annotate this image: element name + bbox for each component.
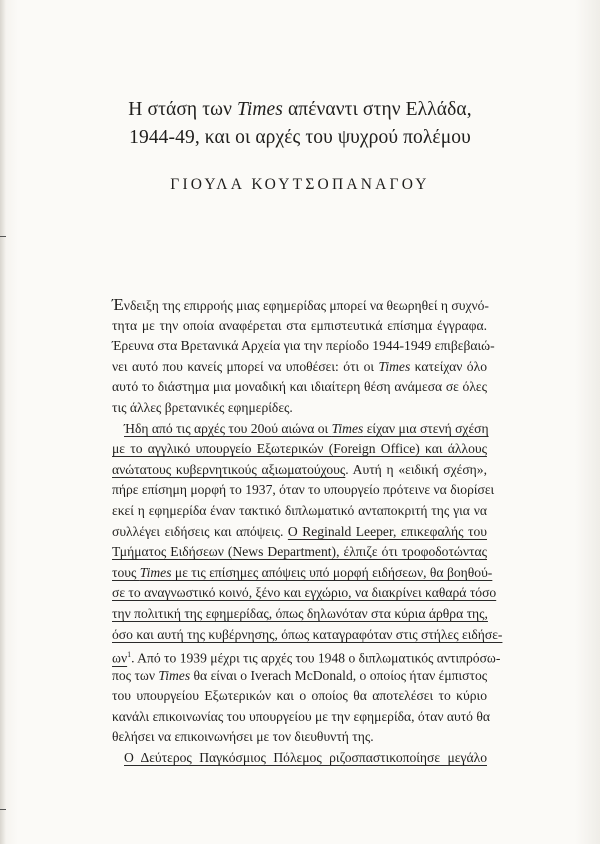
newspaper-name: Times: [236, 99, 283, 120]
text-line: πήρε επίσημη μορφή το 1937, όταν το υπουργείο πρότεινε να διορίσει: [112, 482, 495, 498]
author-name: ΓΙΟΥΛΑ ΚΟΥΤΣΟΠΑΝΑΓΟΥ: [170, 176, 430, 193]
text-line: κανάλι επικοινωνίας του υπουργείου με την εφημερίδα, όταν αυτό θα: [112, 708, 491, 724]
article-body: [112, 295, 503, 769]
text-line-underlined: σε το αναγνωστικό κοινό, ξένο και εγχώριο, να διακρίνει καθαρά τόσο: [112, 585, 497, 601]
text-line: εκεί η εφημερίδα έναν τακτικό διπλωματικό ανταποκριτή της για να: [112, 502, 487, 518]
title-line-2: 1944-49, και οι αρχές του ψυχρού πολέμου: [129, 127, 471, 148]
text-line-underlined: την πολιτική της εφημερίδας, όπως δηλωνόταν στα κύρια άρθρα της,: [112, 605, 488, 621]
text-line: Ένδειξη της επιρροής μιας εφημερίδας μπορεί να θεωρηθεί η συχνό-: [112, 295, 489, 314]
text-line: θελήσει να επικοινωνήσει με τον διευθυντή της.: [112, 729, 374, 745]
text-line: τις άλλες βρετανικές εφημερίδες.: [112, 399, 293, 415]
text-line: συλλέγει ειδήσεις και απόψεις. Ο Reginald Leeper, επικεφαλής του: [112, 523, 487, 539]
text-line: αυτό το διάστημα μια μοναδική και ιδιαίτερη θέση ανάμεσα σε όλες: [112, 379, 487, 395]
text-line-underlined: Τμήματος Ειδήσεων (News Department), έλπιζε ότι τροφοδοτώντας: [112, 544, 487, 560]
text-line-underlined: όσο και αυτή της κυβέρνησης, όπως καταγραφόταν στις στήλες ειδήσε-: [112, 626, 503, 642]
text-line: του υπουργείου Εξωτερικών και ο οποίος θα αποτελέσει το κύριο: [112, 688, 487, 704]
margin-mark: [0, 236, 6, 237]
article-title: [0, 96, 600, 152]
text-line-underlined: τους Times με τις επίσημες απόψεις υπό μορφή ειδήσεων, θα βοηθού-: [112, 564, 493, 580]
title-line-1: Η στάση των Times απέναντι στην Ελλάδα,: [128, 99, 472, 120]
text-line: ανώτατους κυβερνητικούς αξιωματούχους. Αυτή η «ειδική σχέση»,: [112, 461, 487, 477]
text-line-underlined: Ο Δεύτερος Παγκόσμιος Πόλεμος ριζοσπαστικοποίησε μεγάλο: [124, 750, 487, 766]
margin-mark: [0, 809, 6, 810]
text-line: Έρευνα στα Βρετανικά Αρχεία για την περίοδο 1944-1949 επιβεβαιώ-: [112, 338, 495, 354]
text-line-underlined: με το αγγλικό υπουργείο Εξωτερικών (Foreign Office) και άλλους: [112, 441, 487, 457]
text-line: νει αυτό που κανείς μπορεί να υποθέσει: ότι οι Times κατείχαν όλο: [112, 358, 487, 374]
text-line: τητα με την οποία αναφέρεται στα εμπιστευτικά επίσημα έγγραφα.: [112, 317, 487, 333]
footnote-marker: 1: [127, 650, 132, 660]
text-line-underlined: Ήδη από τις αρχές του 20ού αιώνα οι Times είχαν μια στενή σχέση: [124, 420, 489, 436]
text-line: πος των Times θα είναι ο Iverach McDonald, ο οποίος ήταν έμπιστος: [112, 667, 488, 683]
text-line: $\omega\nu^1$. Από το 1939 μέχρι τις αρχές του 1948 ο διπλωματικός αντιπρόσω-: [112, 650, 501, 666]
